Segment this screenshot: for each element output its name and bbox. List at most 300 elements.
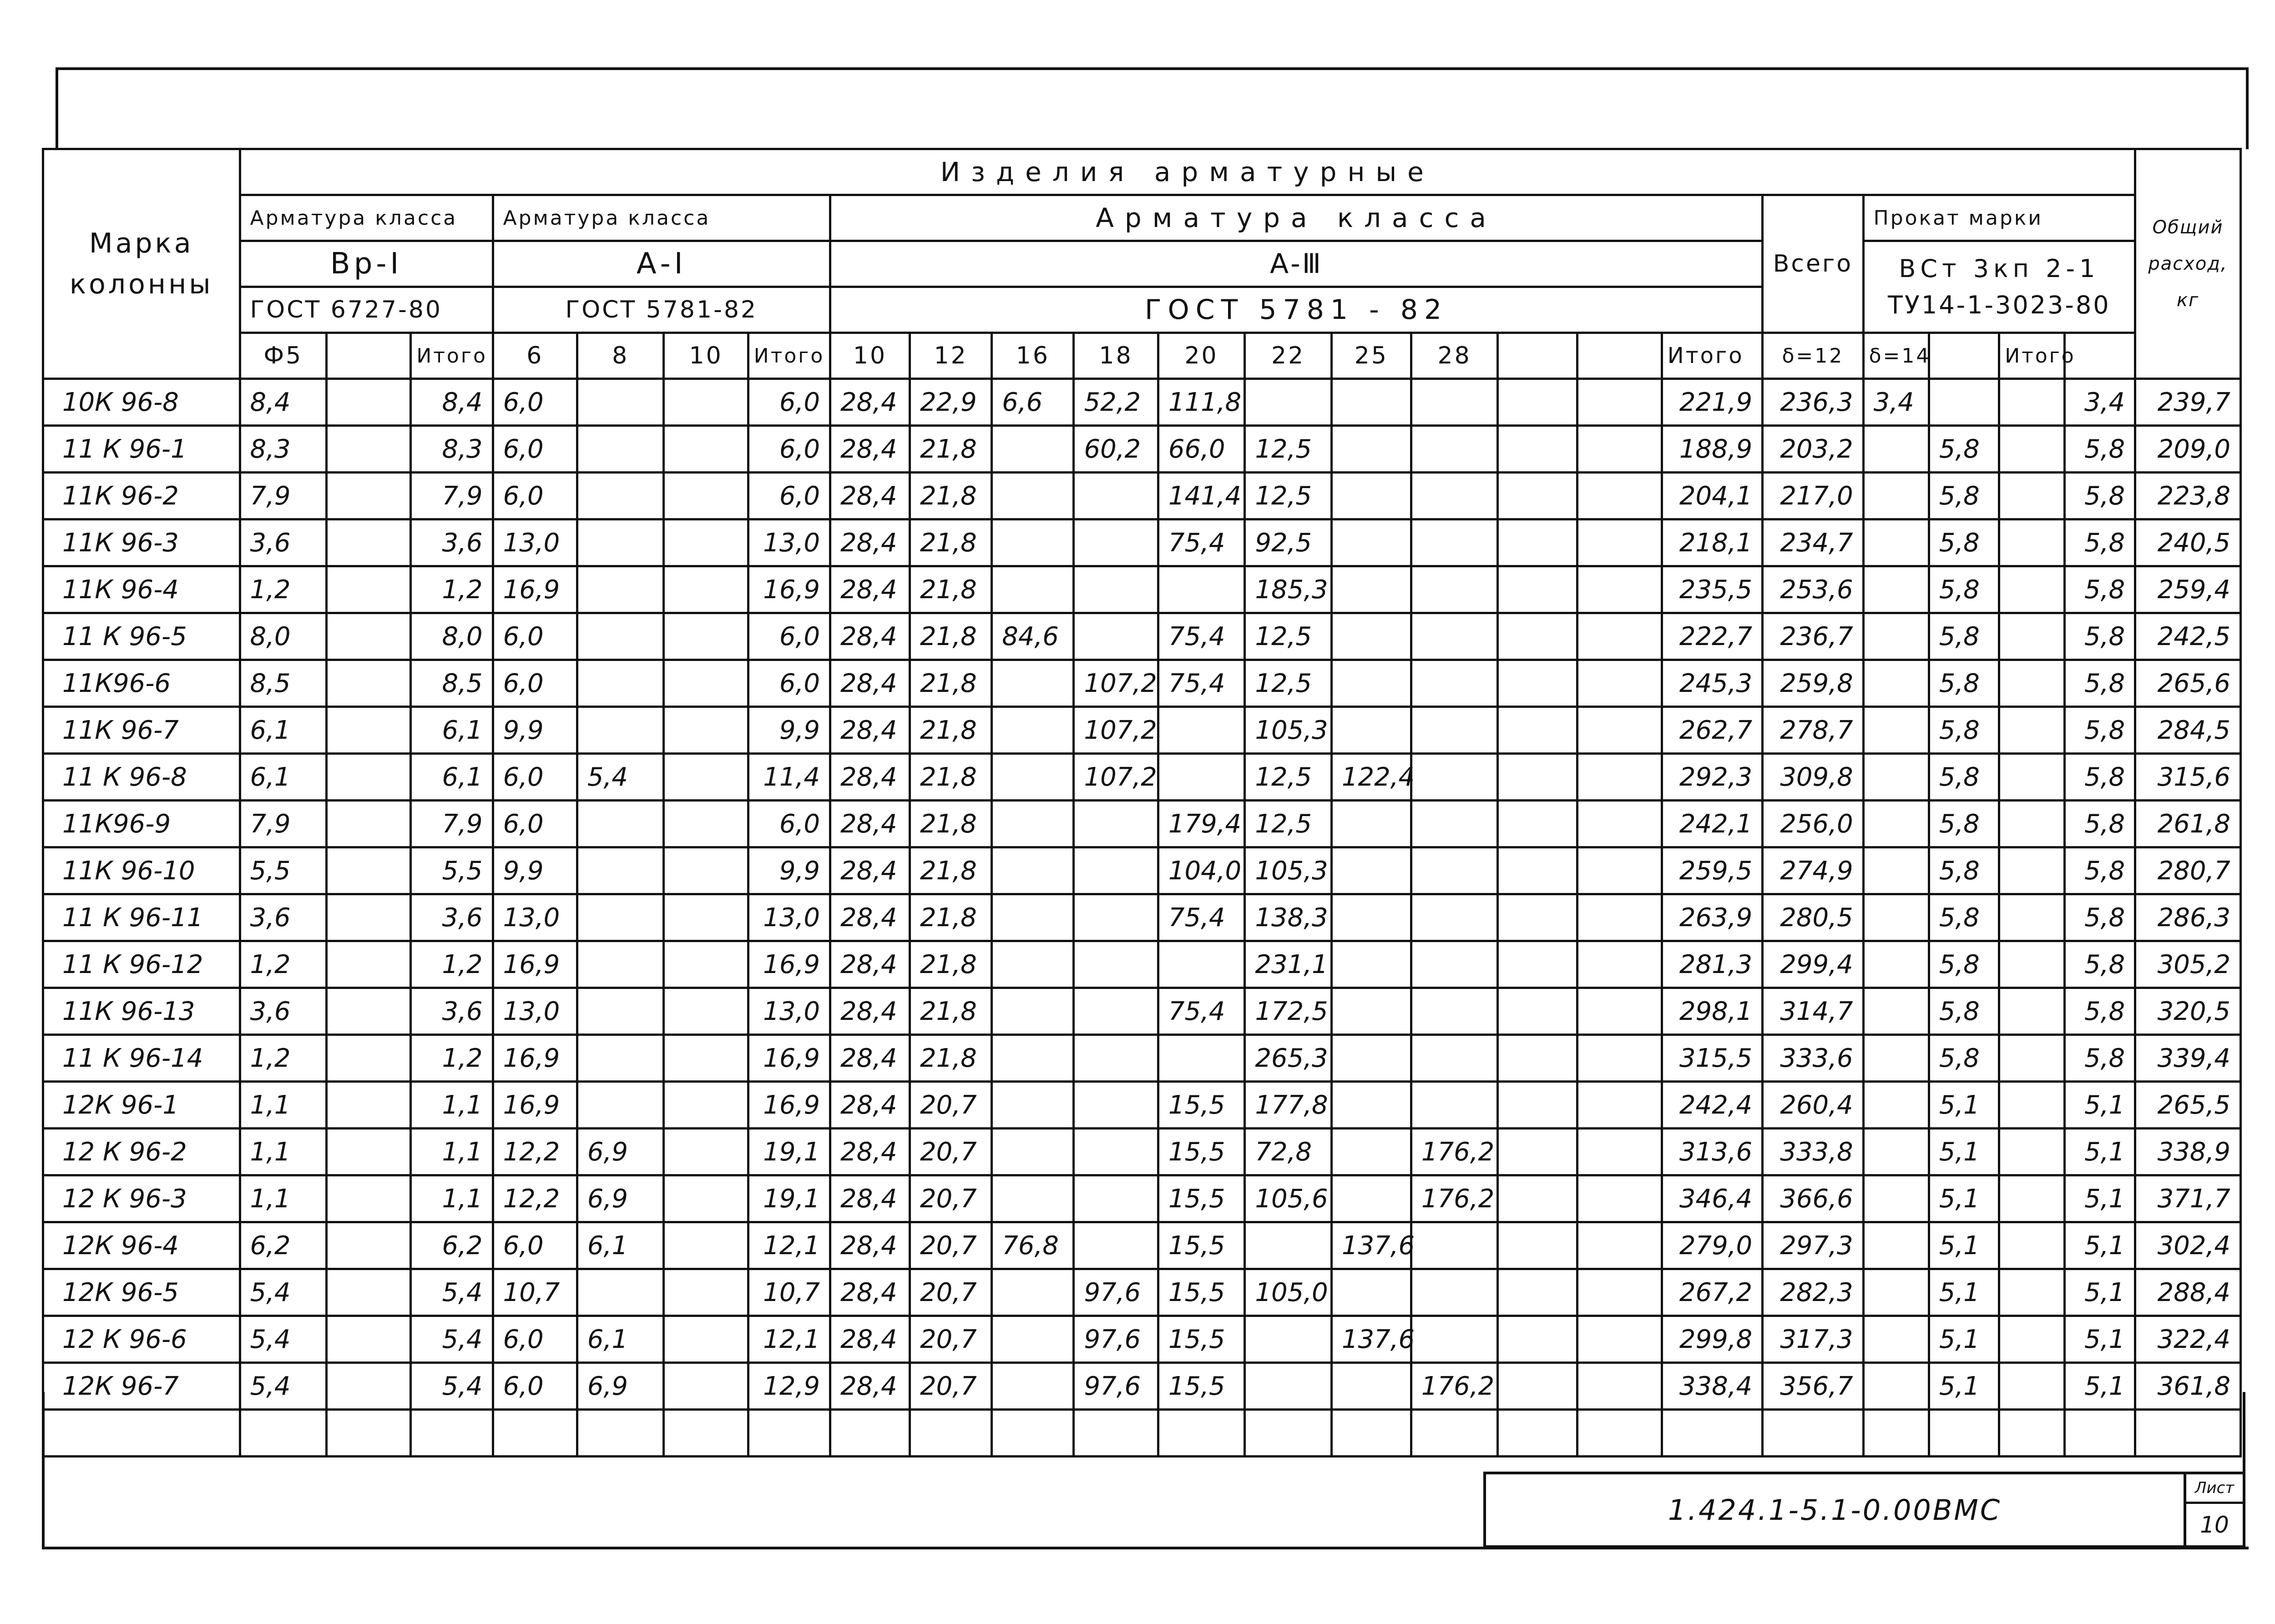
table-cell: 21,8 bbox=[910, 894, 992, 941]
table-cell bbox=[1863, 566, 1929, 613]
table-cell: 253,6 bbox=[1763, 566, 1863, 613]
table-cell bbox=[1411, 894, 1498, 941]
table-cell: 21,8 bbox=[910, 566, 992, 613]
frame-right bbox=[2246, 67, 2249, 149]
table-cell bbox=[327, 1316, 411, 1363]
table-cell bbox=[1158, 941, 1245, 988]
table-cell: 5,8 bbox=[2065, 707, 2135, 754]
table-cell bbox=[1245, 379, 1332, 426]
table-cell: 1,1 bbox=[240, 1175, 327, 1222]
table-cell: 322,4 bbox=[2135, 1316, 2241, 1363]
table-cell: 75,4 bbox=[1158, 660, 1245, 707]
table-cell: 122,4 bbox=[1331, 754, 1411, 801]
table-cell: 3,6 bbox=[240, 519, 327, 566]
table-cell: 6,0 bbox=[748, 613, 830, 660]
table-cell bbox=[1411, 519, 1498, 566]
table-cell bbox=[1577, 1035, 1662, 1082]
column-mark: 11К 96-2 bbox=[43, 473, 240, 519]
table-cell: 6,2 bbox=[240, 1222, 327, 1269]
table-cell: 1,2 bbox=[240, 566, 327, 613]
table-cell: 105,0 bbox=[1245, 1269, 1332, 1316]
table-cell: 19,1 bbox=[748, 1175, 830, 1222]
table-cell: 5,1 bbox=[1929, 1175, 1999, 1222]
table-cell bbox=[1863, 660, 1929, 707]
table-cell: 28,4 bbox=[830, 1363, 910, 1410]
table-cell: 5,1 bbox=[2065, 1082, 2135, 1129]
table-row bbox=[43, 660, 2241, 707]
empty-cell bbox=[1331, 1410, 1411, 1457]
group1-class: Арматура класса bbox=[240, 195, 493, 241]
table-cell bbox=[1331, 801, 1411, 847]
col-header: 18 bbox=[1074, 333, 1158, 379]
column-mark: 11 К 96-12 bbox=[43, 941, 240, 988]
column-mark: 12К 96-7 bbox=[43, 1363, 240, 1410]
table-cell bbox=[577, 660, 664, 707]
table-cell: 28,4 bbox=[830, 1316, 910, 1363]
table-cell: 12,2 bbox=[493, 1175, 577, 1222]
column-mark: 12К 96-5 bbox=[43, 1269, 240, 1316]
table-cell bbox=[327, 613, 411, 660]
table-cell: 3,4 bbox=[1863, 379, 1929, 426]
col-header: 25 bbox=[1331, 333, 1411, 379]
table-cell bbox=[992, 847, 1074, 894]
table-cell: 21,8 bbox=[910, 988, 992, 1035]
table-cell bbox=[1074, 566, 1158, 613]
frame-top bbox=[56, 67, 2249, 70]
table-cell: 105,3 bbox=[1245, 847, 1332, 894]
table-cell bbox=[1074, 1222, 1158, 1269]
table-cell bbox=[992, 1129, 1074, 1175]
table-cell bbox=[664, 1269, 748, 1316]
column-mark: 11К 96-10 bbox=[43, 847, 240, 894]
table-cell bbox=[1999, 379, 2065, 426]
table-cell bbox=[1074, 894, 1158, 941]
empty-cell bbox=[992, 1410, 1074, 1457]
table-cell: 5,8 bbox=[2065, 426, 2135, 473]
table-cell bbox=[1863, 754, 1929, 801]
table-row bbox=[43, 1175, 2241, 1222]
col-header: 10 bbox=[830, 333, 910, 379]
table-cell bbox=[1245, 1316, 1332, 1363]
table-cell: 21,8 bbox=[910, 801, 992, 847]
table-cell: 12,1 bbox=[748, 1316, 830, 1363]
empty-cell bbox=[1999, 1410, 2065, 1457]
table-cell bbox=[992, 1316, 1074, 1363]
table-cell bbox=[1999, 519, 2065, 566]
table-cell bbox=[1331, 660, 1411, 707]
column-mark: 12К 96-4 bbox=[43, 1222, 240, 1269]
table-cell bbox=[1498, 1222, 1577, 1269]
empty-cell bbox=[327, 1410, 411, 1457]
table-cell: 6,1 bbox=[577, 1316, 664, 1363]
table-cell bbox=[577, 379, 664, 426]
table-cell bbox=[327, 1175, 411, 1222]
table-cell: 361,8 bbox=[2135, 1363, 2241, 1410]
table-cell: 20,7 bbox=[910, 1363, 992, 1410]
table-cell: 179,4 bbox=[1158, 801, 1245, 847]
table-cell: 8,5 bbox=[240, 660, 327, 707]
table-cell: 338,4 bbox=[1662, 1363, 1762, 1410]
table-cell bbox=[992, 1269, 1074, 1316]
mark-header: Марка колонны bbox=[43, 149, 240, 379]
column-mark: 12 К 96-3 bbox=[43, 1175, 240, 1222]
table-cell bbox=[1577, 894, 1662, 941]
table-cell bbox=[1074, 847, 1158, 894]
table-cell: 28,4 bbox=[830, 801, 910, 847]
table-cell: 261,8 bbox=[2135, 801, 2241, 847]
table-cell bbox=[1498, 1269, 1577, 1316]
table-cell bbox=[1498, 988, 1577, 1035]
table-cell bbox=[992, 894, 1074, 941]
table-cell: 1,1 bbox=[240, 1129, 327, 1175]
table-cell bbox=[1999, 988, 2065, 1035]
table-cell: 5,8 bbox=[1929, 1035, 1999, 1082]
table-cell: 21,8 bbox=[910, 707, 992, 754]
column-mark: 11 К 96-1 bbox=[43, 426, 240, 473]
table-cell: 16,9 bbox=[493, 566, 577, 613]
table-cell: 5,8 bbox=[2065, 801, 2135, 847]
table-cell: 107,2 bbox=[1074, 754, 1158, 801]
table-row bbox=[43, 1363, 2241, 1410]
table-cell: 28,4 bbox=[830, 379, 910, 426]
table-cell: 28,4 bbox=[830, 473, 910, 519]
table-cell: 298,1 bbox=[1662, 988, 1762, 1035]
empty-cell bbox=[1577, 1410, 1662, 1457]
col-header: 8 bbox=[577, 333, 664, 379]
table-row bbox=[43, 613, 2241, 660]
table-cell: 274,9 bbox=[1763, 847, 1863, 894]
empty-cell bbox=[1074, 1410, 1158, 1457]
empty-cell bbox=[1863, 1410, 1929, 1457]
table-cell: 6,1 bbox=[411, 707, 493, 754]
table-cell: 5,8 bbox=[1929, 660, 1999, 707]
empty-cell bbox=[830, 1410, 910, 1457]
table-cell: 259,8 bbox=[1763, 660, 1863, 707]
table-cell: 137,6 bbox=[1331, 1222, 1411, 1269]
table-cell bbox=[664, 988, 748, 1035]
column-mark: 11К 96-4 bbox=[43, 566, 240, 613]
table-cell: 346,4 bbox=[1662, 1175, 1762, 1222]
table-cell: 265,6 bbox=[2135, 660, 2241, 707]
table-cell bbox=[1999, 660, 2065, 707]
table-cell bbox=[1999, 847, 2065, 894]
table-cell: 5,8 bbox=[1929, 519, 1999, 566]
table-cell: 209,0 bbox=[2135, 426, 2241, 473]
table-row bbox=[43, 847, 2241, 894]
table-cell bbox=[1498, 1129, 1577, 1175]
table-cell: 15,5 bbox=[1158, 1175, 1245, 1222]
table-cell: 234,7 bbox=[1763, 519, 1863, 566]
column-mark: 11 К 96-5 bbox=[43, 613, 240, 660]
table-cell bbox=[1498, 1082, 1577, 1129]
table-cell: 6,2 bbox=[411, 1222, 493, 1269]
group3-grade: А-Ⅲ bbox=[830, 241, 1762, 287]
table-cell bbox=[1411, 801, 1498, 847]
table-cell: 5,8 bbox=[1929, 847, 1999, 894]
table-cell: 12,5 bbox=[1245, 473, 1332, 519]
table-cell bbox=[1245, 1363, 1332, 1410]
column-mark: 11К 96-13 bbox=[43, 988, 240, 1035]
table-cell: 286,3 bbox=[2135, 894, 2241, 941]
table-cell bbox=[577, 1035, 664, 1082]
rolled-grade-spec bbox=[1863, 241, 2135, 333]
table-cell: 15,5 bbox=[1158, 1363, 1245, 1410]
table-cell: 21,8 bbox=[910, 473, 992, 519]
table-cell bbox=[992, 754, 1074, 801]
table-cell: 240,5 bbox=[2135, 519, 2241, 566]
table-cell: 6,0 bbox=[493, 1363, 577, 1410]
table-cell: 84,6 bbox=[992, 613, 1074, 660]
group2-grade: А-I bbox=[493, 241, 830, 287]
table-cell: 231,1 bbox=[1245, 941, 1332, 988]
table-row bbox=[43, 379, 2241, 426]
table-cell bbox=[577, 707, 664, 754]
sheet-box bbox=[2186, 1472, 2245, 1548]
table-cell: 12,5 bbox=[1245, 426, 1332, 473]
table-cell: 75,4 bbox=[1158, 519, 1245, 566]
table-cell: 20,7 bbox=[910, 1222, 992, 1269]
table-cell: 282,3 bbox=[1763, 1269, 1863, 1316]
table-cell: 1,1 bbox=[411, 1175, 493, 1222]
table-cell bbox=[327, 379, 411, 426]
table-cell: 5,8 bbox=[2065, 941, 2135, 988]
table-cell: 138,3 bbox=[1245, 894, 1332, 941]
table-cell: 5,8 bbox=[1929, 473, 1999, 519]
table-cell: 333,6 bbox=[1763, 1035, 1863, 1082]
table-cell: 20,7 bbox=[910, 1129, 992, 1175]
table-cell: 1,2 bbox=[240, 941, 327, 988]
table-cell bbox=[1863, 1316, 1929, 1363]
table-cell: 6,0 bbox=[748, 473, 830, 519]
table-cell bbox=[1999, 801, 2065, 847]
table-cell bbox=[664, 1363, 748, 1410]
table-cell bbox=[577, 1082, 664, 1129]
table-cell: 5,8 bbox=[1929, 941, 1999, 988]
table-cell: 28,4 bbox=[830, 1175, 910, 1222]
column-mark: 11 К 96-14 bbox=[43, 1035, 240, 1082]
empty-cell bbox=[240, 1410, 327, 1457]
table-cell: 72,8 bbox=[1245, 1129, 1332, 1175]
table-cell bbox=[1331, 894, 1411, 941]
column-mark: 10К 96-8 bbox=[43, 379, 240, 426]
table-cell bbox=[1411, 1082, 1498, 1129]
table-cell bbox=[1074, 613, 1158, 660]
table-cell bbox=[1577, 707, 1662, 754]
table-cell bbox=[1331, 426, 1411, 473]
table-cell bbox=[1577, 988, 1662, 1035]
table-cell: 333,8 bbox=[1763, 1129, 1863, 1175]
table-row bbox=[43, 801, 2241, 847]
table-cell bbox=[992, 941, 1074, 988]
table-cell bbox=[1498, 1363, 1577, 1410]
table-cell bbox=[1498, 1175, 1577, 1222]
table-cell: 256,0 bbox=[1763, 801, 1863, 847]
table-cell: 5,8 bbox=[1929, 613, 1999, 660]
table-cell bbox=[1074, 1082, 1158, 1129]
table-cell: 5,8 bbox=[2065, 473, 2135, 519]
table-cell: 5,8 bbox=[2065, 894, 2135, 941]
table-cell bbox=[1498, 847, 1577, 894]
table-cell: 105,6 bbox=[1245, 1175, 1332, 1222]
table-cell bbox=[992, 660, 1074, 707]
table-cell bbox=[1331, 1269, 1411, 1316]
table-cell bbox=[1331, 1363, 1411, 1410]
table-cell: 203,2 bbox=[1763, 426, 1863, 473]
table-cell bbox=[577, 613, 664, 660]
table-row bbox=[43, 941, 2241, 988]
table-cell: 9,9 bbox=[493, 707, 577, 754]
table-cell bbox=[327, 754, 411, 801]
group3-gost: ГОСТ 5781 - 82 bbox=[830, 287, 1762, 333]
table-cell: 5,8 bbox=[2065, 754, 2135, 801]
table-cell bbox=[992, 988, 1074, 1035]
table-cell bbox=[1577, 613, 1662, 660]
table-cell: 21,8 bbox=[910, 519, 992, 566]
table-cell bbox=[992, 566, 1074, 613]
table-cell bbox=[1577, 566, 1662, 613]
table-row bbox=[43, 1316, 2241, 1363]
table-cell: 15,5 bbox=[1158, 1129, 1245, 1175]
table-cell: 21,8 bbox=[910, 613, 992, 660]
table-cell bbox=[1411, 988, 1498, 1035]
table-cell: 236,3 bbox=[1763, 379, 1863, 426]
table-cell bbox=[1158, 566, 1245, 613]
table-cell bbox=[1863, 519, 1929, 566]
table-cell: 6,0 bbox=[748, 426, 830, 473]
table-cell: 141,4 bbox=[1158, 473, 1245, 519]
table-cell bbox=[1577, 1222, 1662, 1269]
table-cell: 339,4 bbox=[2135, 1035, 2241, 1082]
table-cell bbox=[1331, 613, 1411, 660]
table-cell: 222,7 bbox=[1662, 613, 1762, 660]
table-cell: 260,4 bbox=[1763, 1082, 1863, 1129]
table-cell: 111,8 bbox=[1158, 379, 1245, 426]
table-cell bbox=[1863, 988, 1929, 1035]
table-cell: 265,3 bbox=[1245, 1035, 1332, 1082]
table-cell: 5,8 bbox=[1929, 707, 1999, 754]
table-cell: 1,2 bbox=[240, 1035, 327, 1082]
table-cell bbox=[1411, 379, 1498, 426]
table-cell bbox=[327, 894, 411, 941]
table-cell: 5,8 bbox=[2065, 1035, 2135, 1082]
table-cell: 16,9 bbox=[748, 566, 830, 613]
table-cell bbox=[1498, 941, 1577, 988]
table-cell bbox=[1999, 473, 2065, 519]
empty-cell bbox=[2065, 1410, 2135, 1457]
table-cell: 52,2 bbox=[1074, 379, 1158, 426]
table-cell bbox=[1158, 707, 1245, 754]
table-cell: 263,9 bbox=[1662, 894, 1762, 941]
table-cell: 5,1 bbox=[1929, 1082, 1999, 1129]
table-cell: 12,5 bbox=[1245, 613, 1332, 660]
table-cell bbox=[1074, 988, 1158, 1035]
reinforcement-spec-table bbox=[42, 148, 2242, 1458]
table-cell bbox=[1074, 801, 1158, 847]
table-cell: 315,6 bbox=[2135, 754, 2241, 801]
table-cell: 15,5 bbox=[1158, 1082, 1245, 1129]
table-cell bbox=[992, 1175, 1074, 1222]
table-cell: 1,2 bbox=[411, 1035, 493, 1082]
table-cell bbox=[327, 1269, 411, 1316]
table-cell: 5,1 bbox=[1929, 1316, 1999, 1363]
table-cell bbox=[1411, 847, 1498, 894]
table-cell: 6,0 bbox=[493, 754, 577, 801]
table-cell bbox=[1863, 1222, 1929, 1269]
table-cell: 1,1 bbox=[411, 1082, 493, 1129]
table-cell: 5,8 bbox=[2065, 660, 2135, 707]
table-cell bbox=[1999, 1129, 2065, 1175]
table-cell: 221,9 bbox=[1662, 379, 1762, 426]
drawing-code: 1.424.1-5.1-0.00ВМС bbox=[1483, 1472, 2186, 1548]
table-cell bbox=[327, 519, 411, 566]
table-cell: 5,8 bbox=[1929, 801, 1999, 847]
table-cell: 20,7 bbox=[910, 1316, 992, 1363]
table-cell: 5,1 bbox=[1929, 1222, 1999, 1269]
table-cell bbox=[1411, 754, 1498, 801]
table-cell bbox=[1999, 613, 2065, 660]
table-cell: 6,0 bbox=[493, 1316, 577, 1363]
table-cell bbox=[327, 1222, 411, 1269]
table-cell: 5,1 bbox=[2065, 1316, 2135, 1363]
table-cell: 7,9 bbox=[411, 473, 493, 519]
table-cell: 16,9 bbox=[493, 1082, 577, 1129]
table-cell: 97,6 bbox=[1074, 1269, 1158, 1316]
table-cell bbox=[327, 426, 411, 473]
col-header-a3-total: Итого bbox=[1662, 333, 1762, 379]
table-cell bbox=[1331, 379, 1411, 426]
frame-left bbox=[56, 67, 58, 149]
table-cell: 176,2 bbox=[1411, 1129, 1498, 1175]
table-cell: 3,6 bbox=[411, 988, 493, 1035]
table-cell bbox=[664, 519, 748, 566]
table-cell: 242,5 bbox=[2135, 613, 2241, 660]
table-cell: 75,4 bbox=[1158, 613, 1245, 660]
column-mark: 11К96-6 bbox=[43, 660, 240, 707]
table-cell: 176,2 bbox=[1411, 1363, 1498, 1410]
table-cell bbox=[664, 894, 748, 941]
table-cell: 5,8 bbox=[1929, 988, 1999, 1035]
total-header: Всего bbox=[1763, 195, 1863, 333]
table-cell: 13,0 bbox=[493, 519, 577, 566]
table-cell: 16,9 bbox=[748, 1082, 830, 1129]
column-mark: 11К 96-3 bbox=[43, 519, 240, 566]
col-header: 10 bbox=[664, 333, 748, 379]
table-cell bbox=[1577, 1129, 1662, 1175]
table-cell: 12,9 bbox=[748, 1363, 830, 1410]
table-cell: 5,1 bbox=[2065, 1363, 2135, 1410]
table-cell: 21,8 bbox=[910, 660, 992, 707]
table-cell: 6,0 bbox=[493, 1222, 577, 1269]
table-cell bbox=[1411, 566, 1498, 613]
table-cell: 5,4 bbox=[577, 754, 664, 801]
table-cell bbox=[1331, 941, 1411, 988]
table-cell bbox=[664, 1035, 748, 1082]
table-cell bbox=[1074, 1035, 1158, 1082]
rolled-grade: ВСт 3кп 2-1 bbox=[1899, 254, 2100, 283]
col-header bbox=[1929, 333, 1999, 379]
table-cell bbox=[327, 988, 411, 1035]
table-cell bbox=[1863, 1129, 1929, 1175]
table-cell bbox=[1498, 894, 1577, 941]
table-cell bbox=[1999, 1035, 2065, 1082]
table-cell: 21,8 bbox=[910, 426, 992, 473]
table-cell: 13,0 bbox=[493, 894, 577, 941]
table-cell: 356,7 bbox=[1763, 1363, 1863, 1410]
table-cell bbox=[327, 1035, 411, 1082]
table-cell bbox=[1577, 1175, 1662, 1222]
rolled-spec: ТУ14-1-3023-80 bbox=[1888, 290, 2111, 319]
col-header: Ф5 bbox=[240, 333, 327, 379]
